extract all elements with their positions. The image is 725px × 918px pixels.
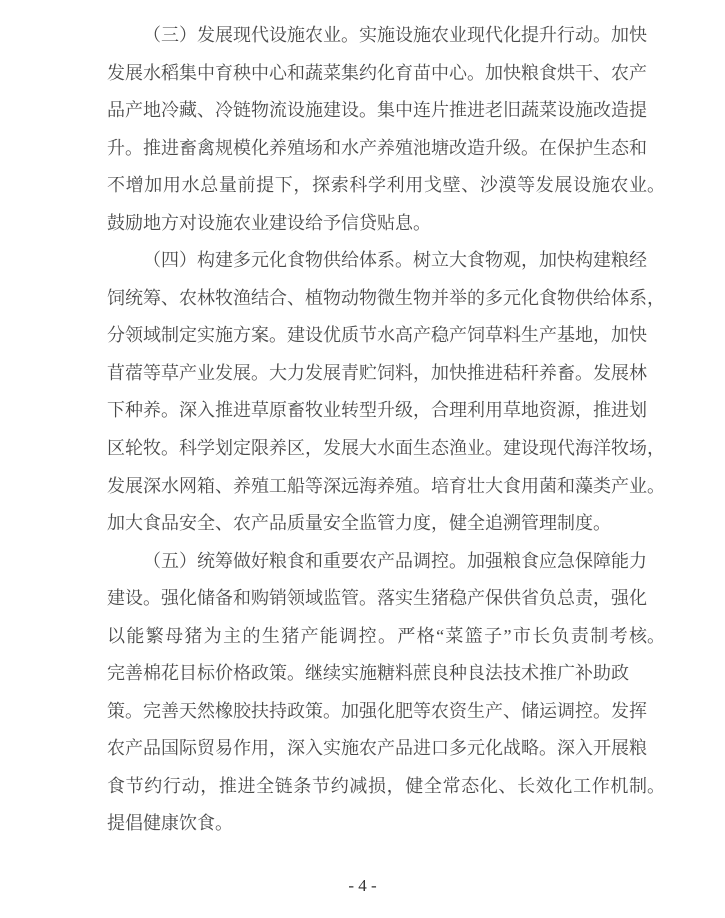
text-line: 分领域制定实施方案。建设优质节水高产稳产饲草料生产基地，加快 (107, 325, 647, 346)
page-number: - 4 - (348, 876, 377, 895)
text-line: 饲统筹、农林牧渔结合、植物动物微生物并举的多元化食物供给体系 ， (107, 280, 647, 318)
text-line: 策。完善天然橡胶扶持政策。加强化肥等农资生产、储运调控。发挥 (107, 700, 647, 721)
hanging-punctuation: ， (647, 438, 665, 459)
text-line: 加大食品安全、农产品质量安全监管力度，健全追溯管理制度。 (107, 513, 611, 534)
text-line: 以能繁母猪为主的生猪产能调控。严格“菜篮子”市长负责制考核 。 (107, 618, 647, 656)
text-line: 建设。强化储备和购销领域监管。落实生猪稳产保供省负总责，强化 (107, 588, 647, 609)
text-line: （四）构建多元化食物供给体系。树立大食物观，加快构建粮经 (143, 250, 647, 271)
hanging-punctuation: 。 (647, 625, 665, 646)
text-line: 下种养。深入推进草原畜牧业转型升级，合理利用草地资源，推进划 (107, 400, 647, 421)
text-line: 区轮牧。科学划定限养区，发展大水面生态渔业。建设现代海洋牧场 ， (107, 430, 647, 468)
text-line: 完善棉花目标价格政策。继续实施糖料蔗良种良法技术推广补助政 (107, 663, 629, 684)
hanging-punctuation: 。 (647, 775, 665, 796)
hanging-punctuation: 。 (647, 475, 665, 496)
document-body (107, 17, 665, 843)
text-line: 发展深水网箱、养殖工船等深远海养殖。培育壮大食用菌和藻类产业 。 (107, 468, 647, 506)
text-line: 鼓励地方对设施农业建设给予信贷贴息。 (107, 212, 431, 233)
paragraph (107, 17, 665, 242)
text-line: 发展水稻集中育秧中心和蔬菜集约化育苗中心。加快粮食烘干、农产 (107, 62, 647, 83)
hanging-punctuation: ， (647, 287, 665, 308)
text-line: （五）统筹做好粮食和重要农产品调控。加强粮食应急保障能力 (143, 550, 647, 571)
text-line: 食节约行动，推进全链条节约减损，健全常态化、长效化工作机制 。 (107, 768, 647, 806)
text-line: 不增加用水总量前提下，探索科学利用戈壁、沙漠等发展设施农业 。 (107, 167, 647, 205)
text-line: 品产地冷藏、冷链物流设施建设。集中连片推进老旧蔬菜设施改造提 (107, 100, 647, 121)
text-line: 提倡健康饮食。 (107, 813, 233, 834)
paragraph (107, 242, 665, 542)
text-line: 农产品国际贸易作用，深入实施农产品进口多元化战略。深入开展粮 (107, 738, 647, 759)
paragraph (107, 543, 665, 843)
text-line: （三）发展现代设施农业。实施设施农业现代化提升行动。加快 (143, 25, 647, 45)
hanging-punctuation: 。 (647, 175, 665, 196)
text-line: 苜蓿等草产业发展。大力发展青贮饲料，加快推进秸秆养畜。发展林 (107, 362, 647, 383)
text-line: 升。推进畜禽规模化养殖场和水产养殖池塘改造升级。在保护生态和 (107, 137, 647, 158)
